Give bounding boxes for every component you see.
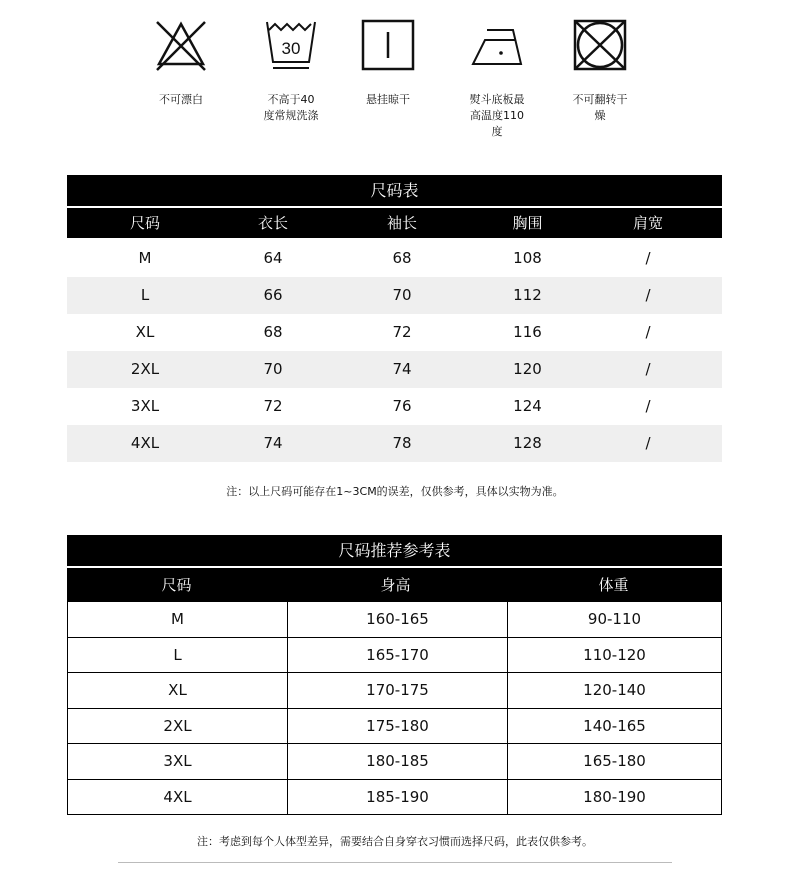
table-cell: 74: [263, 434, 283, 452]
table-cell: 90-110: [587, 610, 642, 628]
table-cell: 160-165: [288, 602, 508, 637]
table-cell: 140-165: [583, 716, 646, 735]
table-row: [67, 314, 722, 351]
line-dry-icon: [360, 18, 416, 72]
care-label: 熨斗底板最 高温度110 度: [469, 93, 525, 138]
care-label: 悬挂晾干: [366, 93, 410, 106]
table-cell: 66: [263, 286, 283, 304]
size-table-note: 注：以上尺码可能存在1~3CM的误差，仅供参考，具体以实物为准。: [226, 485, 564, 498]
table-cell: 2XL: [130, 360, 160, 378]
size-table: [67, 175, 722, 462]
table-cell: /: [645, 323, 651, 341]
header-cell: 身高: [380, 576, 411, 594]
table-cell: 120: [513, 360, 542, 378]
table-cell: 3XL: [68, 744, 288, 779]
table-cell: 165-180: [583, 752, 646, 770]
svg-text:30: 30: [281, 39, 301, 58]
table-cell: 70: [263, 360, 283, 378]
table-cell: M: [68, 602, 288, 637]
header-cell: 尺码: [161, 576, 192, 594]
header-cell: 袖长: [386, 214, 417, 232]
table-cell: 4XL: [68, 780, 288, 815]
table-cell: M: [138, 249, 152, 267]
table-cell: /: [645, 249, 651, 267]
care-label: 不高于40 度常规洗涤: [263, 93, 319, 122]
divider: [118, 862, 672, 863]
table-cell: 70: [392, 286, 412, 304]
care-no-bleach: [126, 18, 236, 108]
care-label: 不可翻转干 燥: [572, 93, 628, 122]
table-row: [67, 388, 722, 425]
care-label: 不可漂白: [159, 93, 203, 106]
table-cell: /: [645, 397, 651, 415]
table-cell: 72: [392, 323, 412, 341]
table-cell: 124: [513, 397, 542, 415]
table-row: [68, 637, 721, 673]
table-cell: XL: [135, 323, 155, 341]
table-row: [68, 602, 721, 637]
table-row: [67, 425, 722, 462]
table-cell: 108: [513, 249, 542, 267]
table-header: [67, 568, 722, 602]
header-cell: 衣长: [257, 214, 288, 232]
table-cell: L: [140, 286, 150, 304]
table-cell: 185-190: [288, 780, 508, 815]
table-cell: 116: [513, 323, 542, 341]
table-cell: L: [68, 638, 288, 673]
table-cell: /: [645, 360, 651, 378]
wash-30-icon: [263, 18, 319, 72]
table-cell: 165-170: [288, 638, 508, 673]
table-row: [67, 351, 722, 388]
care-iron: [442, 18, 552, 140]
table-cell: 128: [513, 434, 542, 452]
table-cell: 64: [263, 249, 283, 267]
table-cell: 76: [392, 397, 412, 415]
recommend-table: [67, 535, 722, 815]
table-cell: 110-120: [583, 645, 646, 664]
table-row: [68, 708, 721, 744]
care-wash-30: [236, 18, 346, 124]
recommend-table-note: 注：考虑到每个人体型差异，需要结合自身穿衣习惯而选择尺码，此表仅供参考。: [197, 835, 593, 848]
table-cell: 72: [263, 397, 283, 415]
table-row: [67, 277, 722, 314]
table-cell: /: [645, 286, 651, 304]
table-cell: /: [645, 434, 651, 452]
header-cell: 胸围: [512, 214, 543, 232]
no-tumble-dry-icon: [572, 18, 628, 72]
table-row: [68, 779, 721, 815]
table-cell: XL: [68, 673, 288, 708]
table-title: 尺码推荐参考表: [67, 535, 722, 566]
table-cell: 4XL: [130, 434, 160, 452]
table-title: 尺码表: [67, 175, 722, 206]
table-header: [67, 208, 722, 238]
table-cell: 74: [392, 360, 412, 378]
table-cell: 2XL: [68, 709, 288, 744]
care-line-dry: [333, 18, 443, 108]
table-cell: 68: [263, 323, 283, 341]
no-bleach-icon: [153, 18, 209, 72]
table-row: [67, 240, 722, 277]
table-cell: 170-175: [288, 673, 508, 708]
table-cell: 180-190: [583, 787, 646, 806]
table-cell: 3XL: [130, 397, 160, 415]
table-cell: 180-185: [288, 744, 508, 779]
table-cell: 175-180: [288, 709, 508, 744]
header-cell: 体重: [598, 576, 629, 594]
table-row: [68, 672, 721, 708]
header-cell: 肩宽: [632, 214, 663, 232]
table-cell: 68: [392, 249, 412, 267]
iron-low-icon: [469, 18, 525, 72]
header-cell: 尺码: [129, 214, 160, 232]
table-cell: 78: [392, 434, 412, 452]
table-cell: 112: [513, 286, 542, 304]
table-row: [68, 743, 721, 779]
care-no-tumble-dry: [545, 18, 655, 124]
table-cell: 120-140: [583, 681, 646, 699]
